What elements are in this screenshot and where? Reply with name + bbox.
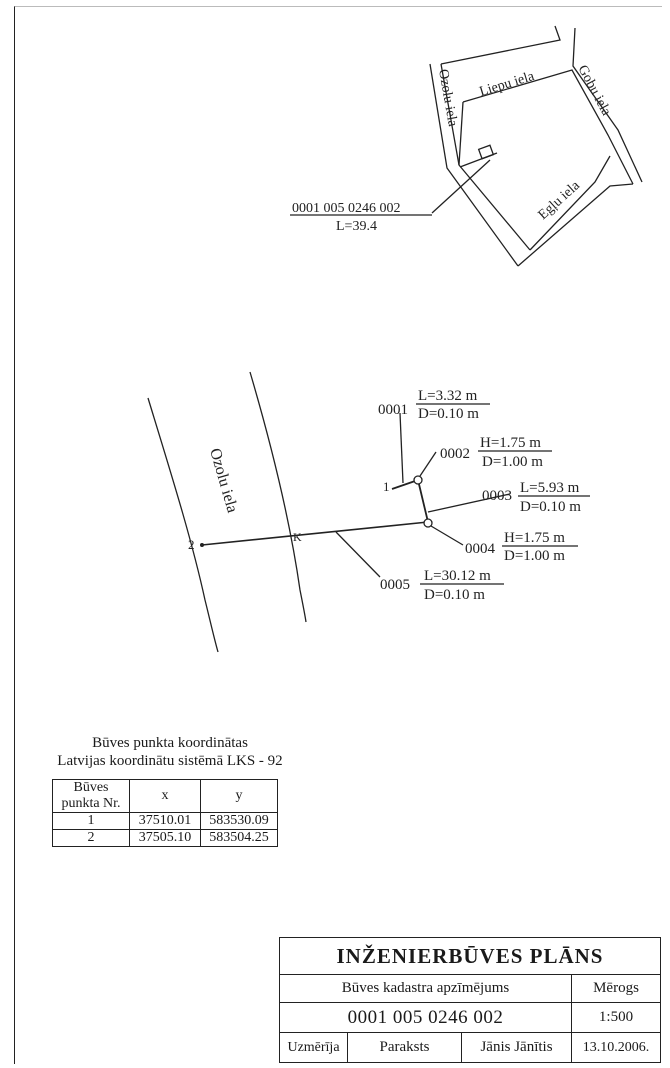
segment-bottom-0001: D=0.10 m [418,406,479,422]
segment-top-0003: L=5.93 m [520,480,580,496]
coordinates-title [40,734,300,770]
table-row [53,813,278,830]
street-edge-right [250,372,306,622]
segment-id-0003: 0003 [482,488,512,504]
segment-top-0004: H=1.75 m [504,530,565,546]
table-row [53,830,278,847]
coordinates-title-line1: Būves punkta koordinātas [92,735,248,751]
header-x: x [130,780,201,813]
location-cadastre-label: 0001 005 0246 002 [292,201,401,216]
segment-bottom-0002: D=1.00 m [482,454,543,470]
scale-value: 1:500 [598,1009,634,1025]
street-label-gobu: Gobu iela [574,62,614,119]
marker-k-label: K [293,530,302,544]
cell-y: 583504.25 [201,830,278,847]
well-0002 [414,476,422,484]
street-label-liepu: Liepu iela [477,68,537,100]
segment-top-0005: L=30.12 m [424,568,491,584]
pipe-0005 [202,522,428,545]
header-y: y [201,780,278,813]
street-edge [518,184,633,266]
segment-top-0002: H=1.75 m [480,435,541,451]
pipe-0003 [418,480,428,522]
cell-x: 37505.10 [130,830,201,847]
scale-label: Mērogs [593,980,639,996]
signature-label: Paraksts [348,1033,462,1062]
street-label-main: Ozolu iela [206,446,241,515]
street-label-ozolu: Ozolu iela [435,68,460,128]
survey-date: 13.10.2006. [582,1039,650,1055]
cadastre-label: Būves kadastra apzīmējums [280,975,572,1002]
cell-y: 583530.09 [201,813,278,830]
well-0004 [424,519,432,527]
cell-nr: 2 [53,830,130,847]
leader-0004 [431,526,463,545]
table-header-row [53,780,278,813]
building-pipe [460,153,497,167]
title-block [279,937,661,1063]
point-1-label: 1 [383,479,390,494]
plan-title: INŽENIERBŪVES PLĀNS [336,943,604,968]
street-edge-left [148,398,218,652]
street-edge [441,26,560,64]
value-row [280,1003,660,1033]
segment-id-0004: 0004 [465,541,495,557]
cadastre-number: 0001 005 0246 002 [280,1003,572,1032]
surveyor-name: Jānis Jānītis [462,1033,572,1062]
street-edge [459,102,463,165]
leader-0001 [400,413,403,483]
label-row [280,975,660,1003]
segment-bottom-0003: D=0.10 m [520,499,581,515]
coordinates-table [52,779,278,847]
header-point-nr-line1: Būves [73,780,109,795]
segment-id-0002: 0002 [440,446,470,462]
signature-row [280,1033,660,1062]
location-length-label: L=39.4 [336,219,377,234]
segment-top-0001: L=3.32 m [418,388,478,404]
point-2-label: 2 [188,537,195,552]
cell-nr: 1 [53,813,130,830]
street-label-eglu: Egļu iela [535,178,583,223]
title-row [280,938,660,975]
header-point-nr-line2: punkta Nr. [61,796,121,811]
segment-id-0005: 0005 [380,577,410,593]
cell-x: 37510.01 [130,813,201,830]
leader-0005 [336,532,380,577]
street-edge [530,156,610,250]
leader-0002 [420,452,436,476]
point-2-marker [200,543,204,547]
segment-bottom-0004: D=1.00 m [504,548,565,564]
coordinates-title-line2: Latvijas koordinātu sistēmā LKS - 92 [57,753,283,769]
segment-bottom-0005: D=0.10 m [424,587,485,603]
header-point-nr [53,780,130,813]
surveyed-label: Uzmērīja [280,1033,348,1062]
segment-id-0001: 0001 [378,402,408,418]
